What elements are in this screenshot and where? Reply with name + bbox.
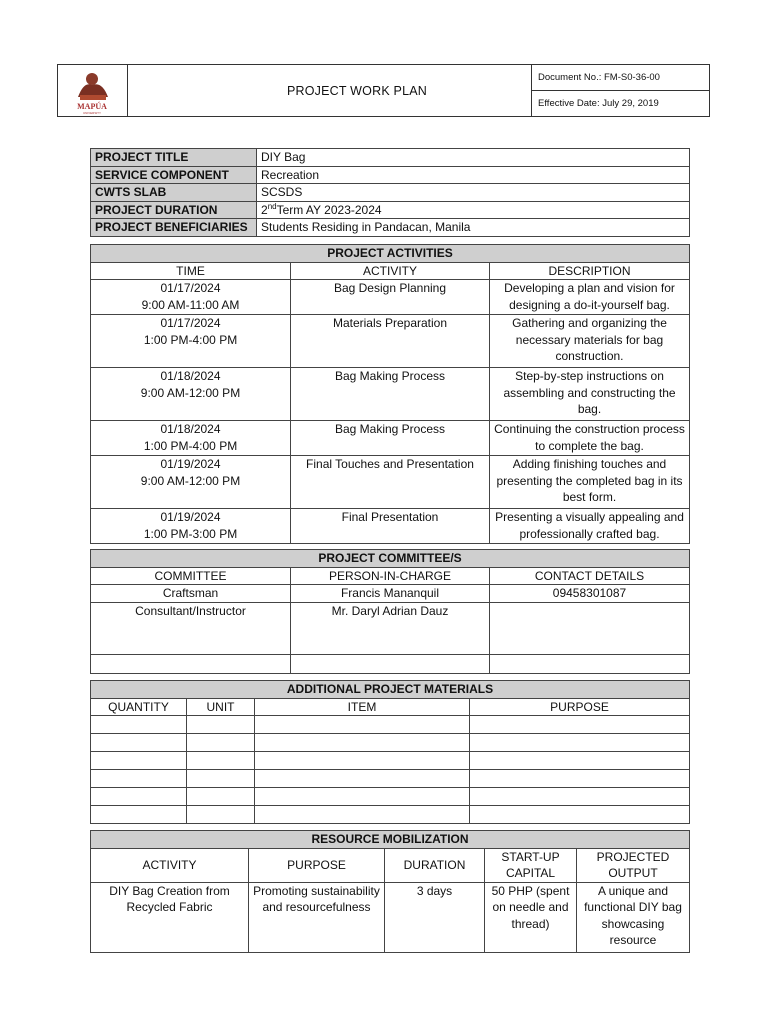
column-header: ITEM [255, 698, 470, 716]
table-row [91, 734, 690, 752]
column-header: QUANTITY [91, 698, 187, 716]
table-row [91, 752, 690, 770]
table-row [91, 770, 690, 788]
committee-name: Consultant/Instructor [91, 602, 291, 654]
activity-time [91, 368, 291, 421]
resource-activity: DIY Bag Creation from Recycled Fabric [91, 882, 249, 952]
table-row [91, 280, 690, 315]
section-heading: PROJECT ACTIVITIES [91, 245, 690, 263]
document-number: Document No.: FM-S0-36-00 [532, 65, 710, 91]
table-row [91, 788, 690, 806]
column-header: PERSON-IN-CHARGE [291, 567, 490, 585]
logo-text: MAPÚA [77, 102, 107, 111]
column-header: COMMITTEE [91, 567, 291, 585]
activity-hours: 1:00 PM-4:00 PM [143, 438, 238, 453]
section-heading: ADDITIONAL PROJECT MATERIALS [91, 681, 690, 699]
committee-name [91, 654, 291, 673]
activity-time [91, 456, 291, 509]
person-in-charge: Mr. Daryl Adrian Dauz [291, 602, 490, 654]
document-meta [531, 65, 710, 116]
column-header: ACTIVITY [291, 262, 490, 280]
project-activities-table [90, 244, 690, 544]
table-row [91, 456, 690, 509]
info-value: Recreation [257, 166, 690, 184]
info-label: PROJECT TITLE [91, 149, 257, 167]
column-header: DURATION [385, 848, 485, 882]
table-row [91, 716, 690, 734]
contact-details: 09458301087 [490, 585, 690, 603]
info-value [257, 201, 690, 219]
activity-time [91, 509, 291, 544]
table-row [91, 882, 690, 952]
table-row [91, 509, 690, 544]
document-header [57, 64, 710, 117]
effective-date: Effective Date: July 29, 2019 [538, 98, 659, 109]
activity-hours: 9:00 AM-12:00 PM [140, 473, 241, 488]
info-label: PROJECT DURATION [91, 201, 257, 219]
column-header: TIME [91, 262, 291, 280]
table-row [91, 602, 690, 654]
activity-time [91, 280, 291, 315]
activity-name: Bag Making Process [291, 421, 490, 456]
activity-date: 01/18/2024 [160, 422, 221, 436]
table-row [91, 315, 690, 368]
table-row [91, 585, 690, 603]
activity-hours: 1:00 PM-4:00 PM [143, 332, 238, 347]
table-row [91, 421, 690, 456]
column-header: ACTIVITY [91, 848, 249, 882]
table-row [91, 654, 690, 673]
table-row [91, 149, 690, 167]
activity-date: 01/18/2024 [160, 369, 221, 383]
project-info-table [90, 148, 690, 237]
column-header: DESCRIPTION [490, 262, 690, 280]
activity-description: Continuing the construction process to complete the bag. [490, 421, 690, 456]
committee-name: Craftsman [91, 585, 291, 603]
term-suffix: nd [267, 201, 277, 211]
activity-description: Adding finishing touches and presenting the completed bag in its best form. [490, 456, 690, 509]
activity-name: Materials Preparation [291, 315, 490, 368]
column-header: PURPOSE [470, 698, 690, 716]
document-title: PROJECT WORK PLAN [287, 83, 427, 98]
resource-capital: 50 PHP (spent on needle and thread) [485, 882, 577, 952]
table-row [91, 806, 690, 824]
project-committee-table [90, 549, 690, 674]
info-label: PROJECT BENEFICIARIES [91, 219, 257, 237]
term-text: Term AY 2023-2024 [276, 202, 382, 217]
contact-details [490, 602, 690, 654]
activity-description: Step-by-step instructions on assembling and constructing the bag. [490, 368, 690, 421]
info-value: DIY Bag [257, 149, 690, 167]
activity-name: Final Touches and Presentation [291, 456, 490, 509]
info-label: SERVICE COMPONENT [91, 166, 257, 184]
info-value: SCSDS [257, 184, 690, 202]
activity-time [91, 315, 291, 368]
activity-name: Bag Design Planning [291, 280, 490, 315]
activity-date: 01/17/2024 [160, 316, 221, 330]
table-row [91, 219, 690, 237]
additional-materials-table [90, 680, 690, 824]
university-logo [58, 65, 128, 116]
contact-details [490, 654, 690, 673]
info-value: Students Residing in Pandacan, Manila [257, 219, 690, 237]
seal-icon [58, 65, 127, 116]
section-heading: PROJECT COMMITTEE/S [91, 550, 690, 568]
logo-subtext: UNIVERSITY [82, 111, 102, 115]
activity-time [91, 421, 291, 456]
term-number: 2 [261, 202, 268, 217]
column-header: PROJECTED OUTPUT [577, 848, 690, 882]
person-in-charge [291, 654, 490, 673]
activity-description: Gathering and organizing the necessary materials for bag construction. [490, 315, 690, 368]
section-heading: RESOURCE MOBILIZATION [91, 831, 690, 849]
activity-hours: 9:00 AM-11:00 AM [141, 297, 240, 312]
column-header: CONTACT DETAILS [490, 567, 690, 585]
resource-mobilization-table [90, 830, 690, 953]
column-header: UNIT [187, 698, 255, 716]
table-row [91, 368, 690, 421]
info-label: CWTS SLAB [91, 184, 257, 202]
activity-description: Developing a plan and vision for designing a do-it-yourself bag. [490, 280, 690, 315]
table-row [91, 201, 690, 219]
activity-date: 01/19/2024 [160, 510, 221, 524]
activity-hours: 9:00 AM-12:00 PM [140, 385, 241, 400]
table-row [91, 166, 690, 184]
activity-date: 01/19/2024 [160, 457, 221, 471]
column-header: START-UP CAPITAL [485, 848, 577, 882]
activity-hours: 1:00 PM-3:00 PM [143, 526, 238, 541]
resource-duration: 3 days [385, 882, 485, 952]
resource-purpose: Promoting sustainability and resourcefulness [249, 882, 385, 952]
activity-description: Presenting a visually appealing and professionally crafted bag. [490, 509, 690, 544]
person-in-charge: Francis Mananquil [291, 585, 490, 603]
activity-name: Final Presentation [291, 509, 490, 544]
resource-output: A unique and functional DIY bag showcasing resource [577, 882, 690, 952]
table-row [91, 184, 690, 202]
activity-date: 01/17/2024 [160, 281, 221, 295]
activity-name: Bag Making Process [291, 368, 490, 421]
column-header: PURPOSE [249, 848, 385, 882]
